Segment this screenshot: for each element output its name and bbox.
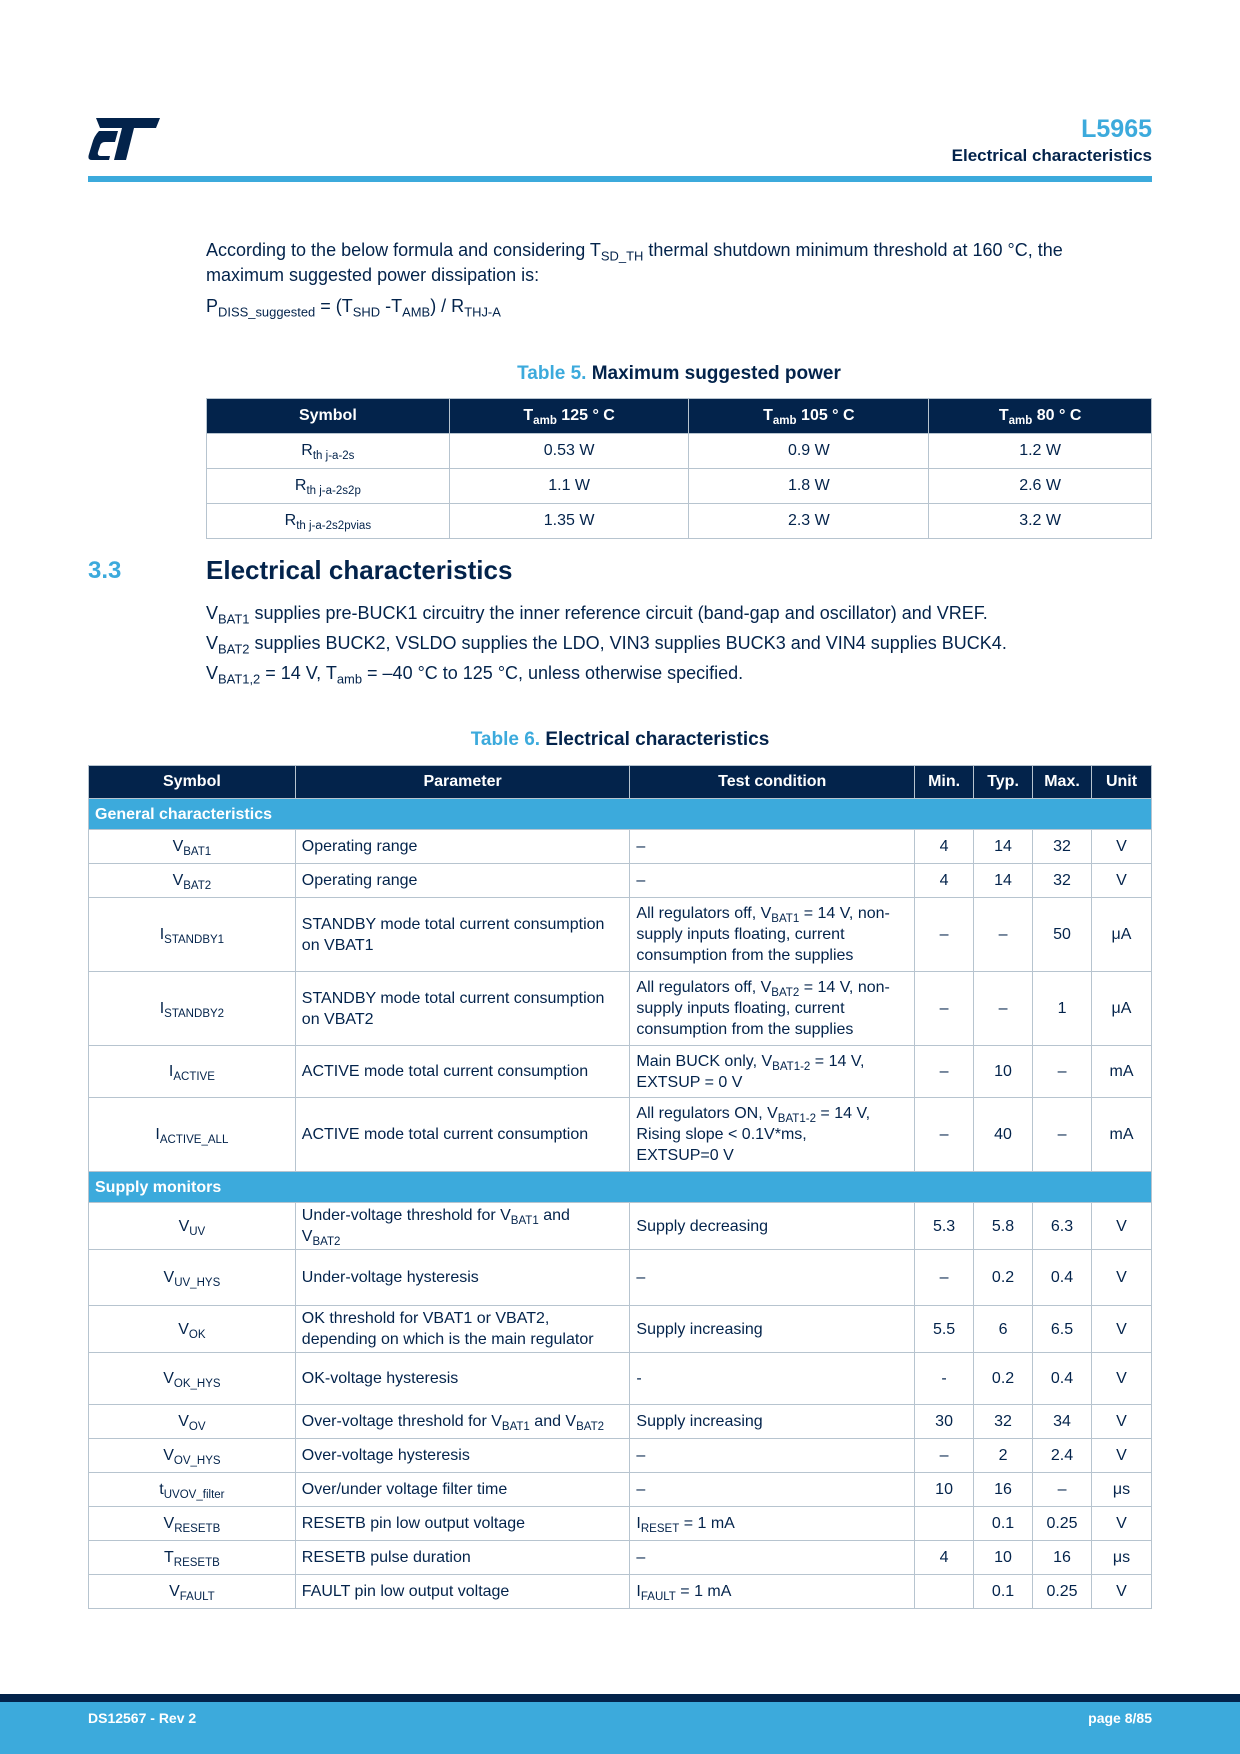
t6-symbol: $V_{BAT2}$ [89,864,296,898]
table-row [207,504,1152,539]
t6-test-condition: – [630,1439,915,1473]
t6-max: 6.3 [1033,1203,1092,1250]
t6-symbol: $I_{ACTIVE}$ [89,1046,296,1098]
section-number: 3.3 [88,557,122,584]
t6-symbol: $V_{RESETB}$ [89,1507,296,1541]
t6-test-condition: All regulators off, $V_{BAT1} = 14$ V, non- supply inputs floating, current consumption from the supplies [630,898,915,972]
t6-symbol: $V_{UV}$ [89,1203,296,1250]
t6-min [915,1507,974,1541]
t5-value: 0.53 W [449,434,689,469]
t6-max: 32 [1033,864,1092,898]
t6-max: 0.25 [1033,1507,1092,1541]
t6-symbol: $I_{STANDBY2}$ [89,972,296,1046]
t6-typ: 0.1 [974,1575,1033,1609]
table-row [89,1250,1152,1306]
t6-parameter: ACTIVE mode total current consumption [295,1098,630,1172]
table-row [89,1203,1152,1250]
t5-value: 1.2 W [929,434,1152,469]
t6-symbol: $I_{ACTIVE\_ALL}$ [89,1098,296,1172]
t6-max: 1 [1033,972,1092,1046]
t6-max: 2.4 [1033,1439,1092,1473]
t6-symbol: $V_{FAULT}$ [89,1575,296,1609]
t6-unit: V [1092,1250,1152,1306]
t6-min: – [915,972,974,1046]
t6-typ: – [974,898,1033,972]
t6-test-condition: $I_{FAULT} = 1$ mA [630,1575,915,1609]
t6-typ: 14 [974,864,1033,898]
footer-page-number: page 8/85 [1088,1710,1152,1726]
table-section-header: Supply monitors [89,1172,1152,1203]
t6-symbol: $T_{RESETB}$ [89,1541,296,1575]
t5-header-1: $T_{amb}$ 125 ° C [449,399,689,434]
t6-typ: 16 [974,1473,1033,1507]
t6-unit: V [1092,830,1152,864]
t6-symbol: $V_{UV\_HYS}$ [89,1250,296,1306]
t6-max: – [1033,1098,1092,1172]
t6-parameter: RESETB pulse duration [295,1541,630,1575]
table-row [89,1473,1152,1507]
t6-parameter: OK threshold for VBAT1 or VBAT2, depending on which is the main regulator [295,1306,630,1353]
t6-parameter: ACTIVE mode total current consumption [295,1046,630,1098]
t6-unit: μA [1092,898,1152,972]
t6-min: – [915,1250,974,1306]
t6-typ: – [974,972,1033,1046]
t6-parameter: Under-voltage hysteresis [295,1250,630,1306]
t6-unit: V [1092,1439,1152,1473]
t6-min [915,1575,974,1609]
table-row [89,972,1152,1046]
t6-unit: V [1092,1507,1152,1541]
footer-rule [0,1694,1240,1702]
table-row [89,864,1152,898]
t6-test-condition: - [630,1353,915,1405]
t6-symbol: $V_{OK}$ [89,1306,296,1353]
t6-min: - [915,1353,974,1405]
t6-test-condition: All regulators off, $V_{BAT2} = 14$ V, non- supply inputs floating, current consumption from the supplies [630,972,915,1046]
t6-test-condition: – [630,1541,915,1575]
t6-test-condition: All regulators ON, $V_{BAT1-2} = 14$ V, Rising slope < 0.1V*ms, EXTSUP=0 V [630,1098,915,1172]
t6-min: – [915,1439,974,1473]
t6-unit: V [1092,864,1152,898]
t5-value: 2.6 W [929,469,1152,504]
t6-min: – [915,1098,974,1172]
t6-max: 0.4 [1033,1250,1092,1306]
t6-test-condition: Supply increasing [630,1306,915,1353]
t6-symbol: $V_{OV}$ [89,1405,296,1439]
table-row [89,830,1152,864]
section-line: $V_{BAT2}$ supplies BUCK2, VSLDO supplies the LDO, VIN3 supplies BUCK3 and VIN4 supplies BUCK4. [206,633,1007,657]
t6-parameter: STANDBY mode total current consumption on VBAT2 [295,972,630,1046]
t6-max: 50 [1033,898,1092,972]
t6-test-condition: – [630,864,915,898]
section-title: Electrical characteristics [206,555,513,585]
t6-header-0: Symbol [89,766,296,799]
t6-unit: V [1092,1306,1152,1353]
t5-symbol: $R_{th j-a-2s2p}$ [207,469,450,504]
table-row [207,434,1152,469]
t5-symbol: $R_{th j-a-2s}$ [207,434,450,469]
table-section-header: General characteristics [89,799,1152,830]
t6-max: 32 [1033,830,1092,864]
table-row [89,1046,1152,1098]
t6-parameter: Under-voltage threshold for $V_{BAT1}$ and $V_{BAT2}$ [295,1203,630,1250]
t6-parameter: Over-voltage threshold for $V_{BAT1}$ and $V_{BAT2}$ [295,1405,630,1439]
st-logo-icon [88,118,160,160]
t6-min: 5.3 [915,1203,974,1250]
t6-min: 10 [915,1473,974,1507]
t6-unit: V [1092,1353,1152,1405]
t6-typ: 0.2 [974,1250,1033,1306]
t6-unit: μs [1092,1541,1152,1575]
table5-caption: Table 5. Maximum suggested power [517,363,841,384]
t6-header-1: Parameter [295,766,630,799]
t6-test-condition: – [630,1250,915,1306]
t6-typ: 10 [974,1541,1033,1575]
t6-max: 0.25 [1033,1575,1092,1609]
t6-min: 5.5 [915,1306,974,1353]
t6-parameter: RESETB pin low output voltage [295,1507,630,1541]
t6-symbol: $t_{UVOV\_filter}$ [89,1473,296,1507]
t6-test-condition: Supply decreasing [630,1203,915,1250]
t6-symbol: $I_{STANDBY1}$ [89,898,296,972]
t6-typ: 0.2 [974,1353,1033,1405]
t6-typ: 14 [974,830,1033,864]
t6-min: 4 [915,864,974,898]
t6-typ: 40 [974,1098,1033,1172]
table6 [88,765,1152,1609]
power-formula: $P_{DISS\_suggested} = (T_{SHD}$ $-T_{AMB}) / R_{THJ-A}$ [206,296,501,320]
t6-typ: 0.1 [974,1507,1033,1541]
t6-test-condition: – [630,830,915,864]
section-line: $V_{BAT1}$ supplies pre-BUCK1 circuitry the inner reference circuit (band-gap and oscillator) and VREF. [206,603,988,627]
t6-test-condition: $I_{RESET} = 1$ mA [630,1507,915,1541]
t6-header-4: Typ. [974,766,1033,799]
t6-min: 4 [915,1541,974,1575]
t6-test-condition: Supply increasing [630,1405,915,1439]
table-row [89,1353,1152,1405]
table-row [89,1507,1152,1541]
t5-value: 3.2 W [929,504,1152,539]
t6-symbol: $V_{BAT1}$ [89,830,296,864]
t6-max: – [1033,1473,1092,1507]
t6-parameter: OK-voltage hysteresis [295,1353,630,1405]
table-row [89,1098,1152,1172]
t6-test-condition: – [630,1473,915,1507]
t6-parameter: Operating range [295,830,630,864]
table-row [89,1306,1152,1353]
t6-min: – [915,1046,974,1098]
t6-min: 30 [915,1405,974,1439]
table-row [89,1575,1152,1609]
table5 [206,398,1152,539]
t6-unit: μs [1092,1473,1152,1507]
t5-header-2: $T_{amb}$ 105 ° C [689,399,929,434]
t6-unit: mA [1092,1046,1152,1098]
t6-min: 4 [915,830,974,864]
table-row [89,1541,1152,1575]
t5-value: 0.9 W [689,434,929,469]
t6-typ: 6 [974,1306,1033,1353]
document-section-title: Electrical characteristics [951,146,1152,165]
section-line: $V_{BAT1,2} = 14$ V, $T_{amb} = -40$ °C to 125 °C, unless otherwise specified. [206,663,744,687]
table-row [89,1405,1152,1439]
t5-value: 1.35 W [449,504,689,539]
t6-unit: V [1092,1405,1152,1439]
t5-header-3: $T_{amb}$ 80 ° C [929,399,1152,434]
table-row [89,1439,1152,1473]
t6-test-condition: Main BUCK only, $V_{BAT1-2} = 14$ V, EXTSUP = 0 V [630,1046,915,1098]
t6-header-5: Max. [1033,766,1092,799]
t6-typ: 2 [974,1439,1033,1473]
t6-header-3: Min. [915,766,974,799]
header-rule [88,176,1152,182]
t6-max: 34 [1033,1405,1092,1439]
t6-max: 16 [1033,1541,1092,1575]
section-body [206,598,1146,688]
t6-parameter: Over-voltage hysteresis [295,1439,630,1473]
t6-unit: mA [1092,1098,1152,1172]
table-row [207,469,1152,504]
t6-parameter: STANDBY mode total current consumption on VBAT1 [295,898,630,972]
t6-typ: 32 [974,1405,1033,1439]
t6-min: – [915,898,974,972]
t5-value: 2.3 W [689,504,929,539]
t6-unit: μA [1092,972,1152,1046]
t6-unit: V [1092,1575,1152,1609]
t6-parameter: FAULT pin low output voltage [295,1575,630,1609]
t6-unit: V [1092,1203,1152,1250]
t6-parameter: Operating range [295,864,630,898]
t6-typ: 10 [974,1046,1033,1098]
t6-max: 6.5 [1033,1306,1092,1353]
document-title: L5965 [1081,115,1152,143]
t6-typ: 5.8 [974,1203,1033,1250]
t5-value: 1.8 W [689,469,929,504]
t5-symbol: $R_{th j-a-2s2pvias}$ [207,504,450,539]
t6-parameter: Over/under voltage filter time [295,1473,630,1507]
table6-caption: Table 6. Electrical characteristics [470,729,770,750]
t6-symbol: $V_{OV\_HYS}$ [89,1439,296,1473]
t6-max: – [1033,1046,1092,1098]
intro-paragraph: According to the below formula and considering $T_{SD\_TH}$ thermal shutdown minimum threshold at 160 °C, the maximum suggested power dissipation is: $P_{DISS\_suggested} = (T_{SHD}$ $-T_{AMB}) / R_{THJ-A}$ [206,238,1136,319]
t5-header-0: Symbol [207,399,450,434]
t5-value: 1.1 W [449,469,689,504]
footer-doc-id: DS12567 - Rev 2 [88,1710,197,1726]
t6-header-6: Unit [1092,766,1152,799]
t6-header-2: Test condition [630,766,915,799]
table-row [89,898,1152,972]
t6-max: 0.4 [1033,1353,1092,1405]
t6-symbol: $V_{OK\_HYS}$ [89,1353,296,1405]
